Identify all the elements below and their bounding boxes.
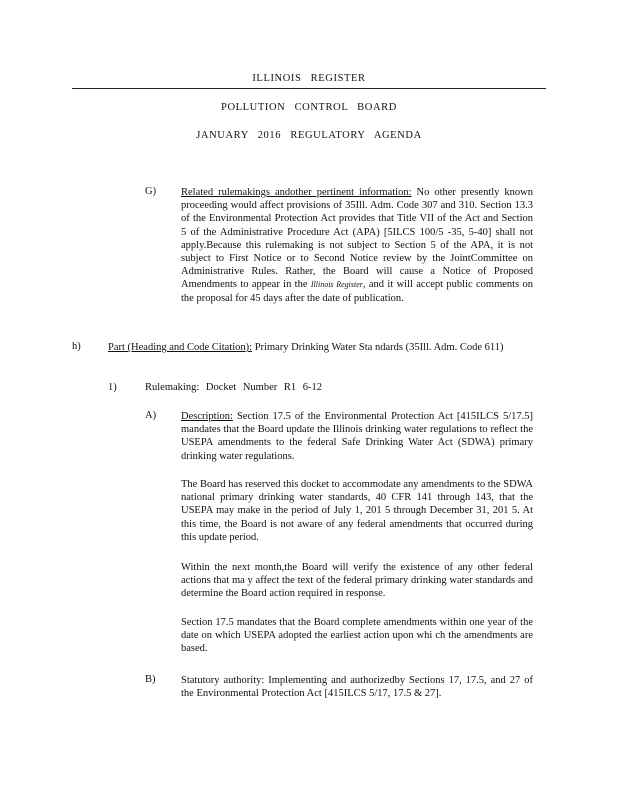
item-g-heading: Related rulemakings andother pertinent information: — [181, 187, 412, 198]
item-a-para4: Section 17.5 mandates that the Board complete amendments within one year of the date on which USEPA adopted the earliest action upon whi ch the amendments are based. — [181, 617, 533, 655]
item-a-para3: Within the next month,the Board will verify the existence of any other federal actions that ma y affect the text of the federal primary drinking water standards and determine the Board action required in response. — [181, 562, 533, 600]
header-register: ILLINOIS REGISTER — [252, 73, 366, 84]
item-h-text: Primary Drinking Water Sta ndards (35Ill. Adm. Code 611) — [252, 342, 504, 353]
item-h-block — [108, 341, 506, 354]
item-a-block — [181, 410, 533, 463]
header-board: POLLUTION CONTROL BOARD — [221, 102, 397, 113]
item-a-marker: A) — [145, 410, 157, 421]
item-g-italic: Illinois Register — [310, 280, 363, 290]
item-g-block — [181, 186, 533, 305]
item-g-text2: , and it will accept public comments on the proposal for 45 days after the date of publication. — [181, 279, 534, 304]
item-b-text: Statutory authority: Implementing and authorizedby Sections 17, 17.5, and 27 of the Environmental Protection Act [415ILCS 5/17, 17.5 & 27]. — [181, 675, 533, 700]
header-agenda: JANUARY 2016 REGULATORY AGENDA — [196, 130, 422, 141]
item-1-marker: 1) — [108, 382, 117, 393]
item-a-para2: The Board has reserved this docket to accommodate any amendments to the SDWA national primary drinking water standards, 40 CFR 141 through 143, that the USEPA may make in the period of July 1, 201 5 through December 31, 201 5. At this time, the Board is not aware of any federal amendments that occurred during this update period. — [181, 479, 533, 543]
item-g-marker: G) — [145, 186, 157, 197]
item-a-para1: Description: Section 17.5 of the Environmental Protection Act [415ILCS 5/17.5] mandates that the Board update the Illinois drinking water regulations to reflect the USEPA amendments to the federal Safe Drinking Water Act (SDWA) primary drinking water regulations. — [181, 411, 533, 462]
item-h-marker: h) — [72, 341, 81, 352]
item-a-heading: Description: — [181, 411, 233, 422]
item-h-heading: Part (Heading and Code Citation): — [108, 342, 253, 353]
item-b-marker: B) — [145, 674, 156, 685]
header-rule — [72, 88, 546, 89]
item-g-text1: No other presently known proceeding would affect provisions of 35Ill. Adm. Code 307 and 310. Section 13.3 of the Environmental Protection Act provides that Title VII of the Act and Section 5 of the Administrative Procedure Act (APA) [5ILCS 100/5 -35, 5-40] shall not apply.Because this rulemaking is not subject to Section 5 of the APA, it is not subject to First Notice or to Second Notice review by the JointCommittee on Administrative Rules. Rather, the Board will cause a Notice of Proposed Amendments to appear in the — [181, 187, 533, 291]
item-1-text: Rulemaking: Docket Number R1 6-12 — [145, 382, 322, 393]
